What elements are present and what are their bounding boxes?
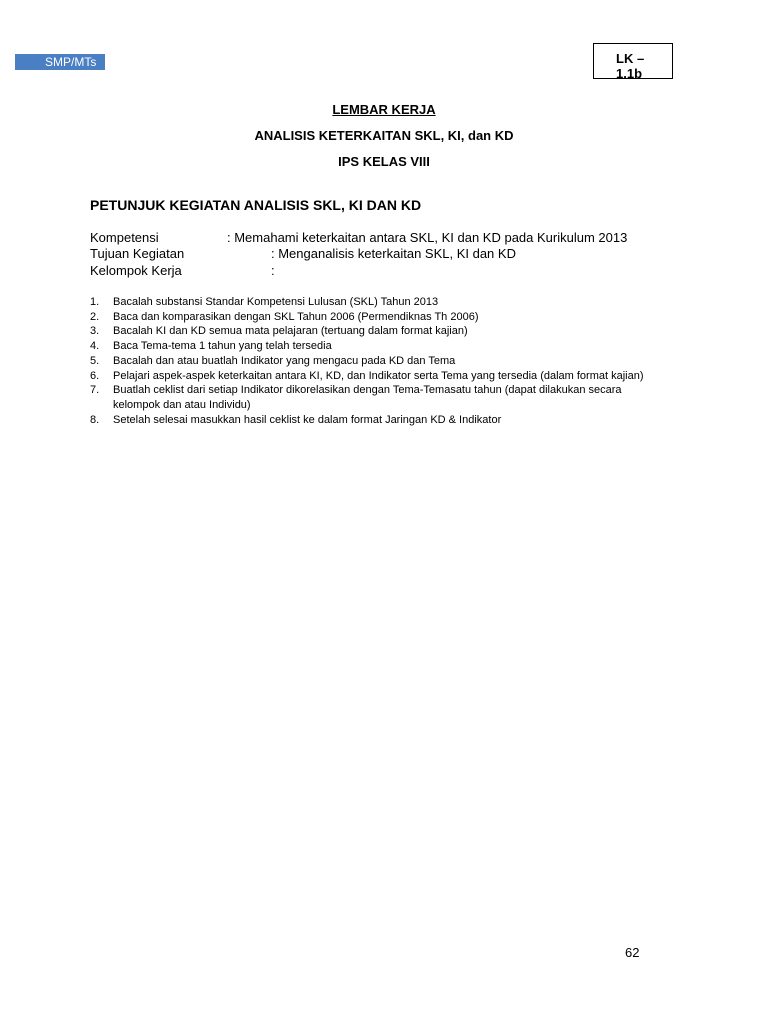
list-item bbox=[90, 310, 670, 325]
list-item-text: Baca Tema-tema 1 tahun yang telah tersedia bbox=[113, 340, 332, 353]
list-item bbox=[90, 369, 670, 384]
info-label: Kompetensi bbox=[90, 230, 159, 245]
list-item bbox=[90, 295, 670, 310]
list-item bbox=[90, 413, 670, 428]
document-class-title: IPS KELAS VIII bbox=[338, 154, 430, 169]
list-item-number: 2. bbox=[90, 310, 100, 323]
list-item-number: 7. bbox=[90, 384, 100, 397]
instruction-list bbox=[90, 295, 670, 427]
list-item-number: 3. bbox=[90, 325, 100, 338]
info-value: : bbox=[271, 263, 275, 278]
list-item-text: Bacalah substansi Standar Kompetensi Lulusan (SKL) Tahun 2013 bbox=[113, 296, 439, 308]
info-value: : Menganalisis keterkaitan SKL, KI dan KD bbox=[271, 246, 516, 261]
list-item-text: Setelah selesai masukkan hasil ceklist ke dalam format Jaringan KD & Indikator bbox=[113, 413, 502, 426]
list-item-number: 5. bbox=[90, 354, 100, 367]
list-item bbox=[90, 383, 670, 412]
info-label: Kelompok Kerja bbox=[90, 263, 182, 278]
list-item bbox=[90, 324, 670, 339]
document-subtitle: ANALISIS KETERKAITAN SKL, KI, dan KD bbox=[254, 128, 514, 143]
list-item-text: Bacalah KI dan KD semua mata pelajaran (tertuang dalam format kajian) bbox=[113, 325, 468, 338]
list-item-number: 1. bbox=[90, 296, 100, 308]
worksheet-code-label: LK – 1.1b bbox=[616, 51, 645, 79]
document-title: LEMBAR KERJA bbox=[332, 102, 436, 117]
info-value: : Memahami keterkaitan antara SKL, KI dan KD pada Kurikulum 2013 bbox=[227, 230, 628, 245]
header-level-label: SMP/MTs bbox=[45, 55, 97, 69]
list-item bbox=[90, 354, 670, 369]
list-item-number: 8. bbox=[90, 413, 100, 426]
info-label: Tujuan Kegiatan bbox=[90, 246, 185, 261]
header-level-band bbox=[15, 54, 105, 70]
list-item-text: Buatlah ceklist dari setiap Indikator dikorelasikan dengan Tema-Temasatu tahun (dapat dilakukan secara kelompok dan atau Individu) bbox=[113, 384, 622, 411]
list-item-number: 6. bbox=[90, 369, 100, 382]
list-item-text: Pelajari aspek-aspek keterkaitan antara KI, KD, dan Indikator serta Tema yang tersedia (dalam format kajian) bbox=[113, 369, 644, 382]
list-item bbox=[90, 339, 670, 354]
worksheet-code-badge bbox=[593, 43, 673, 79]
list-item-text: Bacalah dan atau buatlah Indikator yang mengacu pada KD dan Tema bbox=[113, 354, 456, 367]
page-number: 62 bbox=[625, 945, 640, 960]
section-heading: PETUNJUK KEGIATAN ANALISIS SKL, KI DAN KD bbox=[90, 197, 422, 213]
list-item-text: Baca dan komparasikan dengan SKL Tahun 2006 (Permendiknas Th 2006) bbox=[113, 310, 479, 323]
list-item-number: 4. bbox=[90, 340, 100, 353]
